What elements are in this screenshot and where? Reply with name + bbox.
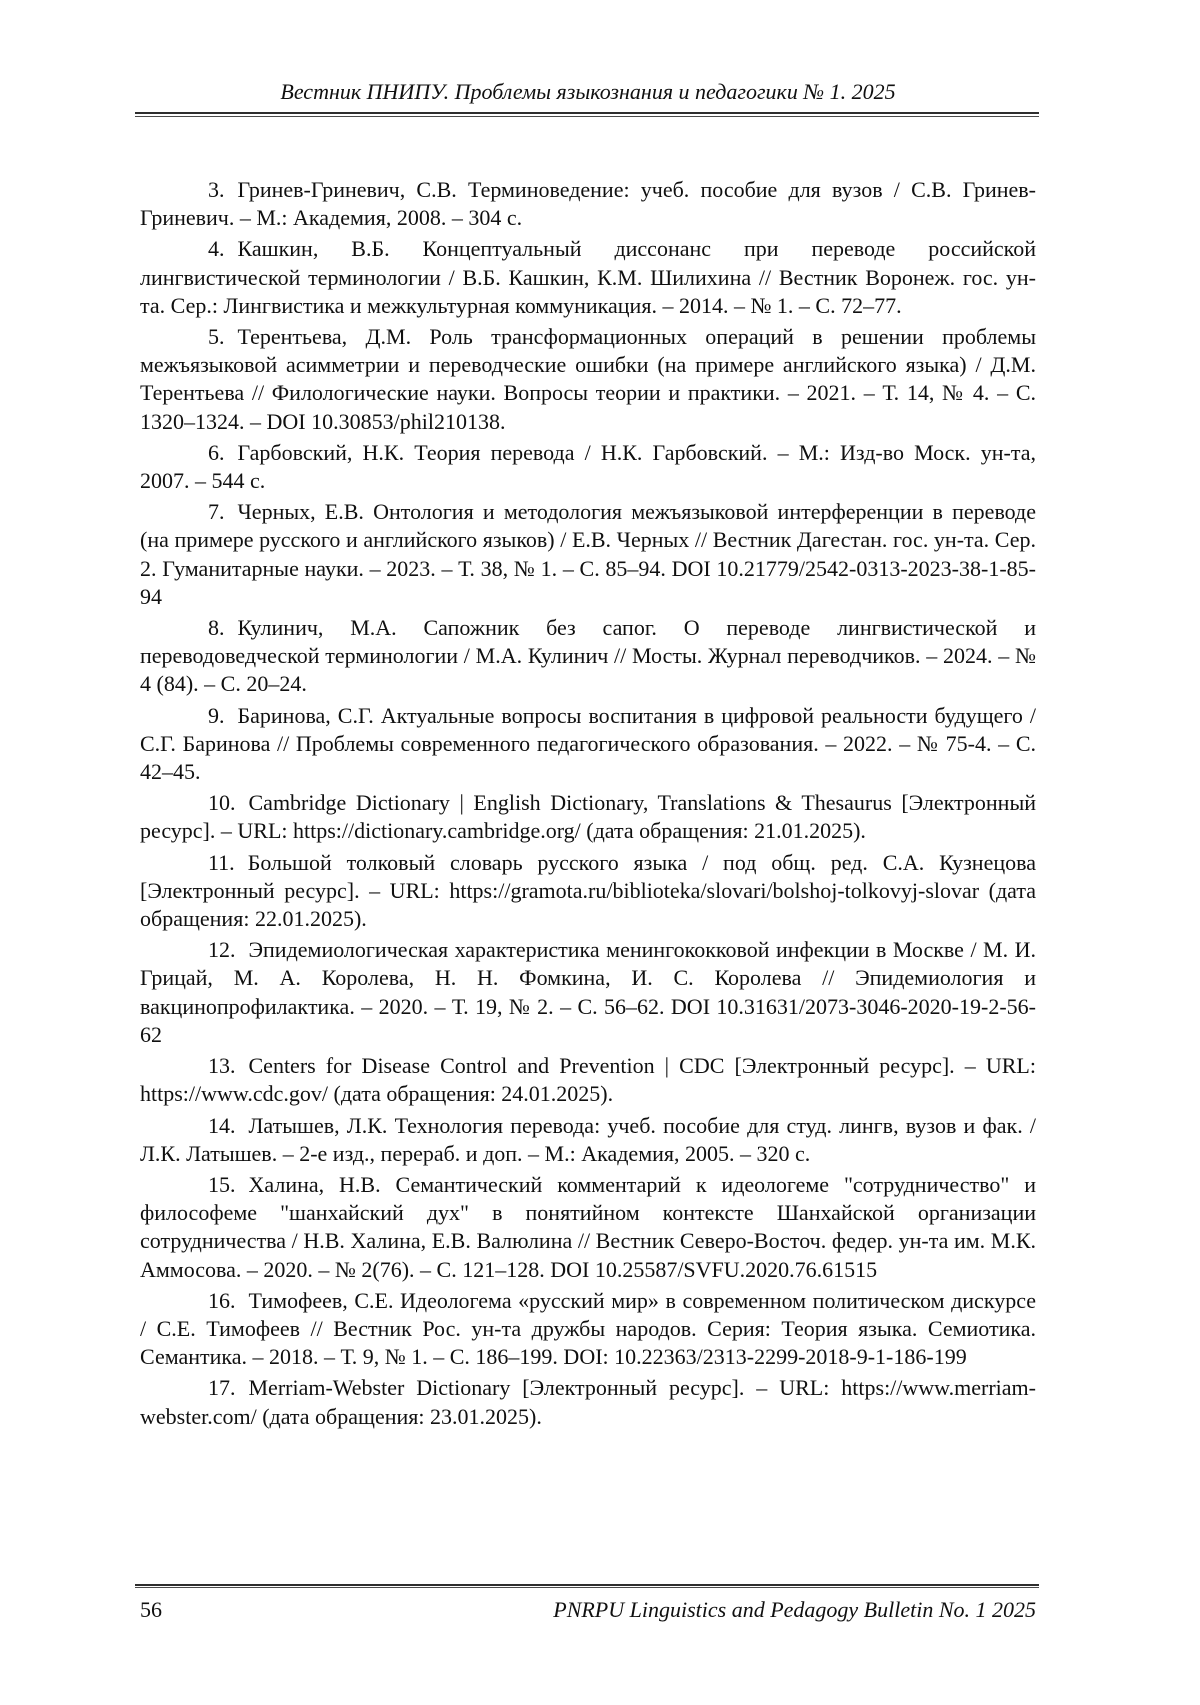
reference-text: Тимофеев, С.Е. Идеологема «русский мир» в современном политическом дискурсе / С.Е. Тимофеев // Вестник Рос. ун-та дружбы народов. Серия: Теория языка. Семиотика. Семантика. – 2018. – Т. 9, № 1. – С. 186–199. DOI: 10.22363/2313-2299-2018-9-1-186-199 [140, 1287, 1036, 1370]
journal-title-english: PNRPU Linguistics and Pedagogy Bulletin No. 1 2025 [553, 1597, 1036, 1622]
reference-number: 3. [208, 177, 225, 202]
reference-entry [140, 176, 1036, 232]
reference-entry [140, 235, 1036, 320]
reference-list [140, 176, 1036, 1434]
reference-number: 15. [208, 1171, 236, 1197]
reference-number: 6. [208, 439, 225, 465]
reference-text: Баринова, С.Г. Актуальные вопросы воспитания в цифровой реальности будущего / С.Г. Баринова // Проблемы современного педагогического образования. – 2022. – № 75-4. – С. 42–45. [140, 702, 1036, 785]
reference-number: 4. [208, 236, 225, 262]
reference-entry [140, 498, 1036, 611]
reference-number: 17. [208, 1375, 236, 1401]
reference-text: Латышев, Л.К. Технология перевода: учеб. пособие для студ. лингв, вузов и фак. / Л.К. Латышев. – 2-е изд., перераб. и доп. – М.: Академия, 2005. – 320 с. [140, 1112, 1036, 1166]
reference-text: Эпидемиологическая характеристика менингококковой инфекции в Москве / М. И. Грицай, М. А. Королева, Н. Н. Фомкина, И. С. Королева // Эпидемиология и вакцинопрофилактика. – 2020. – Т. 19, № 2. – С. 56–62. DOI 10.31631/2073-3046-2020-19-2-56-62 [140, 937, 1036, 1047]
reference-text: Кулинич, М.А. Сапожник без сапог. О переводе лингвистической и переводоведческой терминологии / М.А. Кулинич // Мосты. Журнал переводчиков. – 2024. – № 4 (84). – С. 20–24. [140, 615, 1036, 697]
reference-text: Centers for Disease Control and Prevention | CDC [Электронный ресурс]. – URL: https://www.cdc.gov/ (дата обращения: 24.01.2025). [140, 1053, 1036, 1107]
reference-number: 5. [208, 324, 225, 350]
header-rule [135, 112, 1039, 117]
page-footer [140, 1597, 1036, 1623]
footer-rule [135, 1584, 1039, 1588]
reference-number: 16. [208, 1287, 236, 1313]
reference-text: Гринев-Гриневич, С.В. Терминоведение: учеб. пособие для вузов / С.В. Гринев-Гриневич. – М.: Академия, 2008. – 304 с. [140, 177, 1036, 231]
running-head-journal-title: Вестник ПНИПУ. Проблемы языкознания и педагогики № 1. 2025 [280, 79, 896, 104]
reference-entry [140, 936, 1036, 1049]
reference-number: 9. [208, 702, 225, 728]
reference-entry [140, 439, 1036, 495]
reference-entry [140, 1112, 1036, 1168]
reference-text: Merriam-Webster Dictionary [Электронный ресурс]. – URL: https://www.merriam-webster.com/ (дата обращения: 23.01.2025). [140, 1375, 1036, 1429]
reference-entry [140, 789, 1036, 845]
page-number: 56 [140, 1597, 162, 1622]
reference-entry [140, 614, 1036, 699]
reference-text: Большой толковый словарь русского языка / под общ. ред. С.А. Кузнецова [Электронный ресурс]. – URL: https://gramota.ru/biblioteka/slovari/bolshoj-tolkovyj-slovar (дата обращения: 22.01.2025). [140, 849, 1036, 932]
reference-entry [140, 1171, 1036, 1284]
reference-number: 7. [208, 499, 225, 525]
reference-text: Гарбовский, Н.К. Теория перевода / Н.К. Гарбовский. – М.: Изд-во Моск. ун-та, 2007. – 544 с. [140, 439, 1036, 494]
reference-text: Черных, Е.В. Онтология и методология межъязыковой интерференции в переводе (на примере русского и английского языков) / Е.В. Черных // Вестник Дагестан. гос. ун-та. Сер. 2. Гуманитарные науки. – 2023. – Т. 38, № 1. – С. 85–94. DOI 10.21779/2542-0313-2023-38-1-85-94 [140, 499, 1036, 609]
reference-number: 13. [208, 1053, 236, 1079]
reference-entry [140, 849, 1036, 934]
reference-entry [140, 702, 1036, 787]
reference-number: 11. [208, 849, 235, 875]
reference-entry [140, 1287, 1036, 1372]
reference-entry [140, 1052, 1036, 1108]
reference-text: Халина, Н.В. Семантический комментарий к идеологеме "сотрудничество" и философеме "шанхайский дух" в понятийном контексте Шанхайской организации сотрудничества / Н.В. Халина, Е.В. Валюлина // Вестник Северо-Восточ. федер. ун-та им. М.К. Аммосова. – 2020. – № 2(76). – С. 121–128. DOI 10.25587/SVFU.2020.76.61515 [140, 1171, 1036, 1282]
reference-entry [140, 1374, 1036, 1430]
reference-number: 14. [208, 1112, 236, 1138]
reference-entry [140, 323, 1036, 436]
reference-number: 10. [208, 790, 236, 816]
reference-text: Кашкин, В.Б. Концептуальный диссонанс при переводе российской лингвистической терминологии / В.Б. Кашкин, К.М. Шилихина // Вестник Воронеж. гос. ун-та. Сер.: Лингвистика и межкультурная коммуникация. – 2014. – № 1. – С. 72–77. [140, 236, 1036, 318]
reference-number: 12. [208, 937, 236, 963]
reference-text: Cambridge Dictionary | English Dictionary, Translations & Thesaurus [Электронный ресурс]. – URL: https://dictionary.cambridge.org/ (дата обращения: 21.01.2025). [140, 790, 1036, 844]
reference-text: Терентьева, Д.М. Роль трансформационных операций в решении проблемы межъязыковой асимметрии и переводческие ошибки (на примере английского языка) / Д.М. Терентьева // Филологические науки. Вопросы теории и практики. – 2021. – Т. 14, № 4. – С. 1320–1324. – DOI 10.30853/phil210138. [140, 324, 1036, 434]
reference-number: 8. [208, 615, 225, 641]
